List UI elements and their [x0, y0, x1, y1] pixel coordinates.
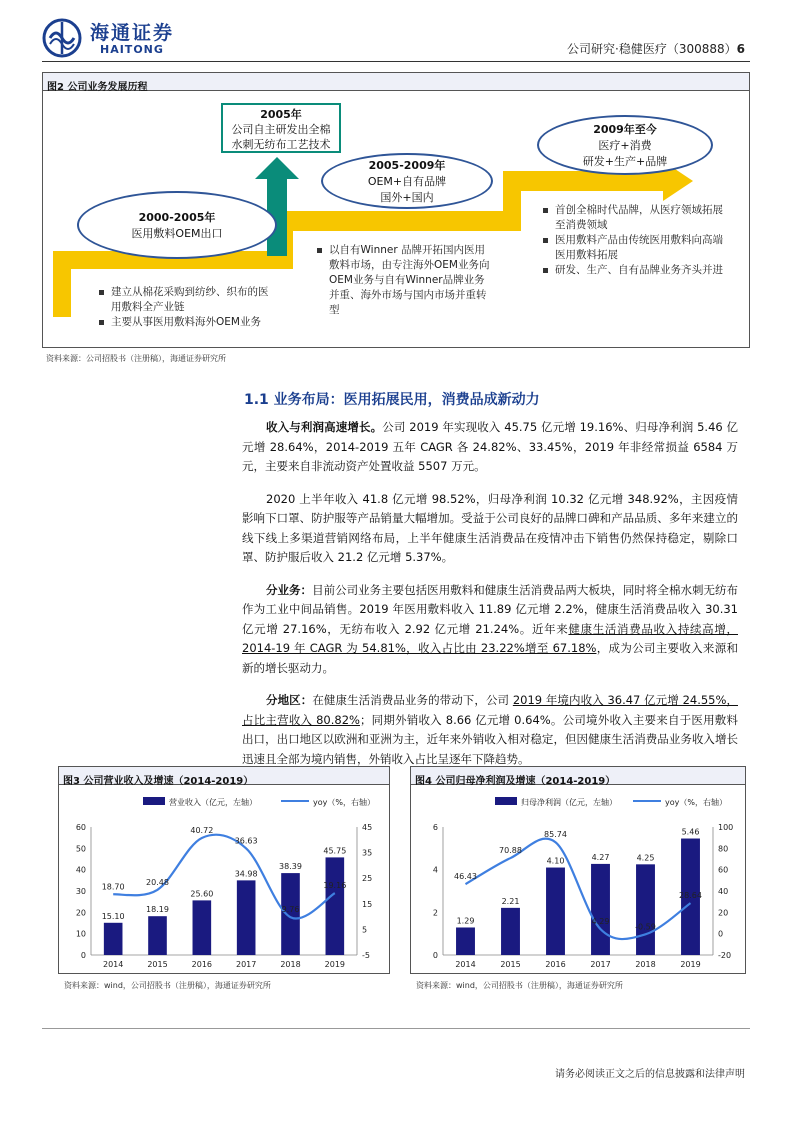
bar-value-label: 4.27 [591, 852, 610, 862]
line-value-label: 18.70 [101, 882, 125, 892]
stage-line: 水刺无纺布工艺技术 [231, 138, 331, 151]
logo [42, 16, 242, 62]
paragraph-4-tail: ；同期外销收入 8.66 亿元增 0.64%。公司境外收入主要来自于医用敷料出口，出口地区以欧洲和亚洲为主，近年来外销收入相对稳定，但因健康生活消费品业务收入增长迅速且全部为境内销售，外销收入占比呈逐年下降趋势。 [242, 712, 738, 766]
footer-disclaimer: 请务必阅读正文之后的信息披露和法律声明 [555, 1069, 745, 1080]
x-tick-label: 2019 [680, 960, 701, 969]
paragraph-4-lead: 分地区： [266, 693, 313, 707]
bullet-item: 建立从棉花采购到纺纱、织布的医用敷料全产业链 [99, 285, 269, 315]
stage-2009-now [537, 115, 713, 175]
bullets-stage-1 [99, 285, 269, 330]
stage-line: 公司自主研发出全棉 [231, 123, 331, 136]
stage-line: 研发+生产+品牌 [582, 155, 668, 168]
y-tick-label: 30 [75, 887, 86, 896]
y-tick-label: 0 [80, 951, 86, 960]
x-tick-label: 2014 [455, 960, 476, 969]
figure-3 [58, 766, 390, 974]
y2-tick-label: 100 [718, 823, 734, 832]
bar-value-label: 45.75 [323, 846, 347, 856]
x-tick-label: 2018 [280, 960, 301, 969]
paragraph-2 [242, 490, 738, 568]
logo-text-en: HAITONG [100, 43, 164, 56]
figure-3-header [59, 767, 389, 785]
bar-value-label: 4.25 [636, 853, 655, 863]
figure-2 [42, 72, 750, 348]
line-value-label: 36.63 [234, 836, 258, 846]
paragraph-3-lead: 分业务： [266, 582, 313, 597]
line-value-label: 20.48 [146, 877, 169, 887]
stage-line: OEM+自有品牌 [367, 175, 447, 188]
stage-2005-2009 [321, 153, 493, 209]
paragraph-4-text: 在健康生活消费品业务的带动下，公司 [312, 693, 513, 707]
bar [326, 857, 345, 955]
y2-tick-label: 35 [362, 848, 373, 858]
x-tick-label: 2015 [147, 960, 168, 969]
paragraph-4 [242, 691, 738, 769]
legend-line-label: yoy（%，右轴） [313, 798, 375, 807]
header-rule [42, 61, 750, 62]
y-tick-label: 40 [75, 865, 86, 875]
legend-bar-label: 归母净利润（亿元，左轴） [521, 798, 617, 807]
paragraph-1-text: 公司 2019 年实现收入 45.75 亿元增 19.16%、归母净利润 5.46 亿元增 28.64%，2014-2019 五年 CAGR 各 24.82%、33.45%，2019 年非经常损益 6584 万元，主要来自非流动资产处置收益 5507 万元。 [242, 420, 739, 473]
legend-bar-swatch [143, 797, 165, 805]
y-tick-label: 10 [75, 929, 86, 939]
figure-4-source: 资料来源：wind，公司招股书（注册稿），海通证券研究所 [416, 981, 623, 990]
y-tick-label: 2 [432, 908, 438, 918]
y-tick-label: 6 [432, 823, 438, 832]
bullet-item: 首创全棉时代品牌，从医疗领域拓展至消费领域 [543, 203, 733, 233]
bullets-stage-4 [543, 203, 733, 278]
stage-line: 医用敷料OEM出口 [131, 227, 223, 240]
text-body [242, 418, 738, 769]
figure-2-title: 图2 公司业务发展历程 [47, 82, 148, 93]
y2-tick-label: 25 [362, 874, 373, 884]
y2-tick-label: 0 [718, 929, 724, 939]
paragraph-4-underline: 2019 年境内收入 36.47 亿元增 24.55%，占比主营收入 80.82% [242, 693, 738, 727]
y-tick-label: 20 [75, 908, 86, 918]
bar-value-label: 2.21 [501, 896, 520, 906]
line-value-label: 28.64 [679, 891, 702, 901]
y2-tick-label: 80 [718, 844, 729, 854]
bar [148, 916, 167, 955]
x-tick-label: 2015 [500, 960, 521, 969]
paragraph-3 [242, 581, 738, 679]
y-tick-label: 60 [75, 823, 86, 832]
bullets-stage-3 [317, 243, 493, 318]
x-tick-label: 2016 [545, 960, 566, 969]
y2-tick-label: -5 [362, 951, 370, 960]
bar-value-label: 15.10 [101, 911, 125, 921]
bar-value-label: 25.60 [190, 889, 214, 899]
bullet-item: 研发、生产、自有品牌业务齐头并进 [543, 263, 733, 278]
legend-bar-label: 营业收入（亿元，左轴） [169, 798, 257, 807]
figure-4-title: 图4 公司归母净利润及增速（2014-2019） [415, 776, 616, 787]
header-title [567, 40, 745, 57]
stage-line: 国外+国内 [380, 191, 434, 204]
header-company: 公司研究·稳健医疗（300888） [567, 42, 737, 56]
y-tick-label: 4 [432, 865, 438, 875]
stage-title: 2005-2009年 [368, 159, 446, 172]
paragraph-1-lead: 收入与利润高速增长。 [266, 420, 383, 434]
stage-2005 [221, 103, 341, 153]
bar [456, 927, 475, 955]
x-tick-label: 2019 [324, 960, 346, 969]
y2-tick-label: 15 [362, 899, 373, 909]
stage-title: 2005年 [260, 108, 302, 121]
legend-bar-swatch [495, 797, 517, 805]
bar-value-label: 5.46 [681, 827, 700, 837]
section-title: 1.1 业务布局：医用拓展民用，消费品成新动力 [244, 392, 540, 408]
bullet-item: 医用敷料产品由传统医用敷料向高端医用敷料拓展 [543, 233, 733, 263]
figure-2-source: 资料来源：公司招股书（注册稿），海通证券研究所 [46, 354, 226, 363]
bar [237, 880, 256, 955]
paragraph-3-underline: 健康生活消费品收入持续高增，2014-19 年 CAGR 为 54.81%，收入占比由 23.22%增至 67.18% [242, 621, 738, 655]
figure-2-header [43, 73, 749, 91]
revenue-chart [59, 785, 389, 973]
figure-3-title: 图3 公司营业收入及增速（2014-2019） [63, 776, 254, 787]
line-value-label: -0.59 [635, 922, 656, 932]
x-tick-label: 2017 [590, 960, 611, 969]
profit-chart [411, 785, 745, 973]
y2-tick-label: 60 [718, 865, 729, 875]
bar [501, 908, 520, 955]
figure-3-source: 资料来源：wind，公司招股书（注册稿），海通证券研究所 [64, 981, 271, 990]
line-value-label: 9.76 [281, 905, 300, 915]
bar [591, 864, 610, 955]
line-value-label: 46.43 [454, 872, 477, 882]
logo-text-cn: 海通证券 [90, 22, 175, 44]
x-tick-label: 2016 [191, 960, 213, 969]
y2-tick-label: -20 [718, 951, 732, 960]
paragraph-1 [242, 418, 738, 477]
x-tick-label: 2018 [635, 960, 656, 969]
paragraph-3-tail: ，成为公司主要收入来源和新的增长驱动力。 [242, 641, 738, 675]
line-value-label: 85.74 [544, 830, 567, 840]
legend-line-label: yoy（%，右轴） [665, 798, 727, 807]
bar [636, 864, 655, 955]
haitong-logo-icon [42, 18, 82, 58]
footer-rule [42, 1028, 750, 1029]
stage-title: 2009年至今 [593, 123, 657, 136]
line-value-label: 4.29 [591, 917, 610, 927]
y2-tick-label: 45 [362, 823, 373, 832]
y2-tick-label: 5 [362, 925, 368, 935]
page-number: 6 [736, 42, 745, 56]
bar [193, 900, 212, 955]
stage-line: 医疗+消费 [598, 139, 652, 152]
y-tick-label: 50 [75, 844, 86, 854]
line-value-label: 19.16 [323, 881, 347, 891]
stage-2000-2005 [77, 191, 277, 259]
bar-value-label: 34.98 [234, 869, 258, 879]
bullet-item: 主要从事医用敷料海外OEM业务 [99, 315, 269, 330]
y2-tick-label: 40 [718, 887, 729, 896]
line-value-label: 40.72 [190, 825, 214, 835]
bar [546, 868, 565, 955]
figure-4 [410, 766, 746, 974]
figure-4-header [411, 767, 745, 785]
paragraph-3-text: 目前公司业务主要包括医用敷料和健康生活消费品两大板块，同时将全棉水刺无纺布作为工业中间品销售。2019 年医用敷料收入 11.89 亿元增 2.2%，健康生活消费品收入 30.31 亿元增 27.16%，无纺布收入 2.92 亿元增 21.24%。近年来 [242, 582, 739, 636]
x-tick-label: 2014 [102, 960, 124, 969]
line-value-label: 70.88 [499, 846, 522, 856]
bar-value-label: 38.39 [279, 862, 302, 872]
paragraph-2-text: 2020 上半年收入 41.8 亿元增 98.52%，归母净利润 10.32 亿元增 348.92%，主因疫情影响下口罩、防护服等产品销量大幅增加。受益于公司良好的品牌口碑和产品品质、多年来建立的线下线上多渠道营销网络布局，上半年健康生活消费品在疫情冲击下销售仍然保持稳定，剔除口罩、防护服后收入 21.2 亿元增 5.37%。 [242, 491, 738, 564]
y-tick-label: 0 [432, 951, 438, 960]
bullet-item: 以自有Winner 品牌开拓国内医用敷料市场，由专注海外OEM业务向OEM业务与自有Winner品牌业务并重、海外市场与国内市场并重转型 [317, 243, 493, 318]
x-tick-label: 2017 [235, 960, 257, 969]
bar-value-label: 18.19 [146, 905, 169, 915]
bar-value-label: 4.10 [546, 856, 565, 866]
y2-tick-label: 20 [718, 908, 729, 918]
stage-title: 2000-2005年 [138, 211, 216, 224]
bar [104, 923, 123, 955]
bar-value-label: 1.29 [456, 916, 475, 926]
